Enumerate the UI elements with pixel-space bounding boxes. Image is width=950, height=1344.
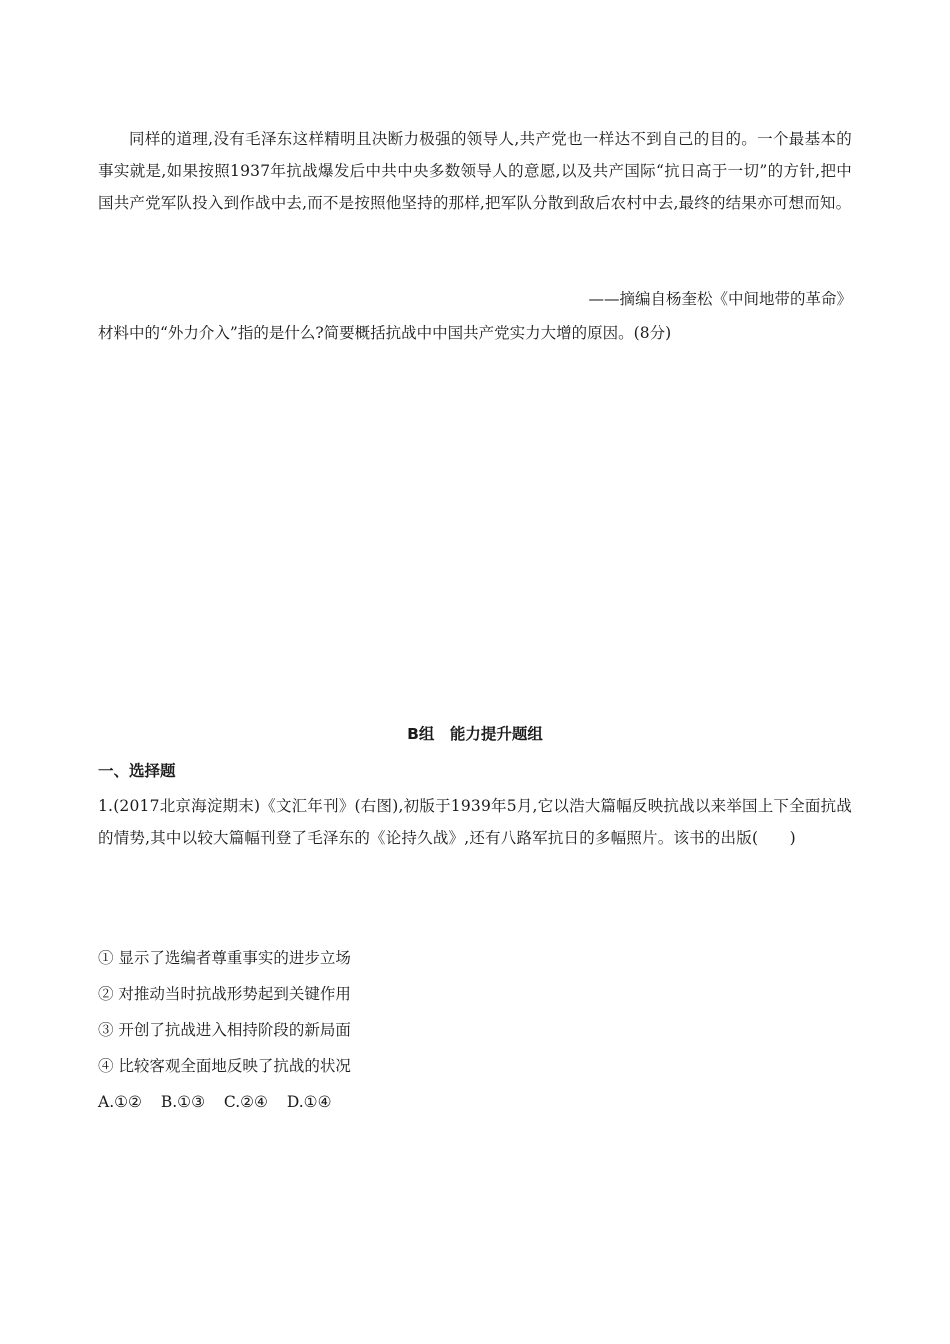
- section-title: 一、选择题: [98, 762, 176, 780]
- statement-4: ④ 比较客观全面地反映了抗战的状况: [98, 1057, 351, 1075]
- statement-3: ③ 开创了抗战进入相持阶段的新局面: [98, 1021, 351, 1039]
- material-question: 材料中的“外力介入”指的是什么?简要概括抗战中中国共产党实力大增的原因。(8分): [98, 324, 672, 342]
- statement-1: ① 显示了选编者尊重事实的进步立场: [98, 949, 351, 967]
- option-a: A.①②: [98, 1093, 142, 1111]
- option-d: D.①④: [286, 1093, 332, 1111]
- question-1-stem: 1.(2017北京海淀期末)《文汇年刊》(右图),初版于1939年5月,它以浩大篇幅反映抗战以来举国上下全面抗战的情势,其中以较大篇幅刊登了毛泽东的《论持久战》,还有八路军抗日的多幅照片。该书的出版( ): [98, 797, 852, 847]
- option-c: C.②④: [223, 1093, 268, 1111]
- option-b: B.①③: [160, 1093, 205, 1111]
- answer-options: [98, 1092, 345, 1112]
- material-source: ——摘编自杨奎松《中间地带的革命》: [588, 290, 852, 308]
- statement-2: ② 对推动当时抗战形势起到关键作用: [98, 985, 351, 1003]
- material-paragraph: 同样的道理,没有毛泽东这样精明且决断力极强的领导人,共产党也一样达不到自己的目的。一个最基本的事实就是,如果按照1937年抗战爆发后中共中央多数领导人的意愿,以及共产国际“抗日高于一切”的方针,把中国共产党军队投入到作战中去,而不是按照他坚持的那样,把军队分散到敌后农村中去,最终的结果亦可想而知。: [98, 130, 852, 212]
- group-title: B组 能力提升题组: [407, 725, 543, 743]
